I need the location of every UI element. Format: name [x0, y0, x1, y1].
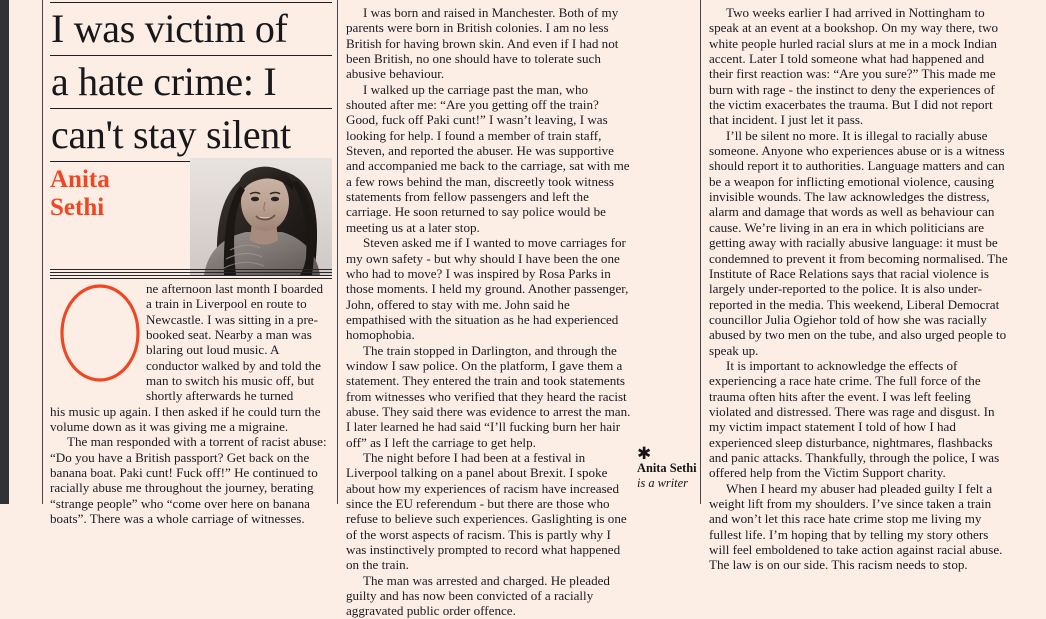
column-3 [709, 5, 1009, 573]
byline [50, 162, 332, 222]
column-1-paragraph-2: The man responded with a torrent of racist abuse: “Do you have a British passport? Get back on the banana boat. Paki cunt! Fuck off!” He continued to racially abuse me throughout the journey, berating “strange people” who “come over here on banana boats”. There was a whole carriage of witnesses. [50, 434, 327, 527]
author-footer-note [637, 446, 697, 491]
section-divider [50, 269, 332, 281]
column-2-paragraph-1: I was born and raised in Manchester. Both of my parents were born in British colonies. I am no less British for having brown skin. And even if I had not been British, no one should have to tolerate such abusive behaviour. [346, 5, 619, 82]
column-1 [50, 0, 332, 527]
dropcap-letter-o [58, 283, 142, 383]
headline-line-3: can't stay silent [51, 112, 291, 157]
headline-block [50, 0, 332, 162]
column-2-paragraph-4: The train stopped in Darlington, and through the window I saw police. On the platform, I gave them a statement. They entered the train and took statements from witnesses who verified that they heard the racist abuse. They said there was evidence to arrest the man. I later learned he had said “I’ll fucking burn her hair off” as I left the carriage to get help. [346, 342, 631, 450]
divider-rule-4 [50, 278, 332, 279]
column-2-paragraph-5: The night before I had been at a festival in Liverpool talking on a panel about Brexit. I spoke about how my experiences of racism have increased since the EU referendum - but there are those who refuse to believe such experiences. Gaslighting is one of the worst aspects of racism. This is partly why I was instinctively prompted to record what happened on the train. [346, 449, 627, 573]
divider-rule-3 [50, 275, 332, 276]
headline-line-2: a hate crime: I [51, 59, 277, 104]
column-2-paragraph-6: The man was arrested and charged. He pleaded guilty and has now been convicted of a racially aggravated public order offence. [346, 572, 610, 619]
column-3-paragraph-1: Two weeks earlier I had arrived in Nottingham to speak at an event at a bookshop. On my way there, two white people hurled racial slurs at me in a mock Indian accent. Later I told someone what had happened and their first reaction was: “Are you sure?” This made me burn with rage - the instinct to deny the experiences of the victim exacerbates the trauma. But I did not report that incident. I just let it pass. [709, 5, 999, 128]
footer-author-role: is a writer [637, 476, 688, 490]
column-1-first-paragraph-inset: ne afternoon last month I boarded a train in Liverpool en route to Newcastle. I was sitting in a pre-booked seat. Nearby a man was blaring out loud music. A conductor walked by and told the man to switch his music off, but shortly afterwards he turned [146, 281, 324, 404]
headline-line-1: I was victim of [51, 6, 288, 51]
divider-rule-2 [50, 272, 332, 273]
column-rule-2-3 [700, 0, 701, 504]
column-1-first-paragraph-rest: his music up again. I then asked if he could turn the volume down as it was giving me a migraine. [50, 403, 321, 435]
divider-rule-1 [50, 269, 332, 270]
column-2-paragraph-2: I walked up the carriage past the man, who shouted after me: “Are you getting off the train? Good, fuck off Paki cunt!” I wasn’t leaving, I was looking for help. I found a member of train staff, Steven, and reported the abuser. He was supportive and accompanied me back to the carriage, sat with me a few rows behind the man, discreetly took witness statements from fellow passengers and left the carriage. He soon returned to say police would be meeting us at a later stop. [346, 81, 630, 235]
column-1-body [50, 281, 332, 527]
dropcap-paragraph [50, 281, 332, 404]
page-left-gutter [0, 0, 9, 504]
column-3-paragraph-4: When I heard my abuser had pleaded guilty I felt a weight lift from my shoulders. I’ve since taken a train and won’t let this race hate crime stop me living my fullest life. I’m hoping that by telling my story others will feel emboldened to take action against racial abuse. The law is on our side. This racism needs to stop. [709, 480, 1003, 573]
byline-first-name: Anita [50, 166, 110, 193]
byline-last-name: Sethi [50, 194, 105, 221]
asterisk-icon: ✱ [637, 444, 652, 463]
column-rule-1-2 [337, 0, 338, 504]
column-3-paragraph-2: I’ll be silent no more. It is illegal to racially abuse someone. Anyone who experiences abuse or is a witness should report it to authorities. Language matters and can be a weapon for inflicting emotional violence, causing invisible wounds. The law acknowledges the distress, alarm and damage that words as well as behaviour can cause. We’re living in an era in which politicians are getting away with racially abusive language: it must be condemned to prevent it from becoming normalised. The Institute of Race Relations says that racial violence is largely under-reported to the police. It is also under-reported in the media. This weekend, Liberal Democrat councillor Julia Ogiehor told of how she was racially abused by two men on the tube, and also urged people to speak up. [709, 127, 1008, 358]
column-rule-left [42, 0, 43, 504]
column-2 [346, 5, 631, 619]
footer-author-name: Anita Sethi [637, 461, 697, 475]
column-3-paragraph-3: It is important to acknowledge the effects of experiencing a race hate crime. The full force of the trauma often hits after the event. I was left feeling violated and distressed. There was rage and disgust. In my victim impact statement I told of how I had experienced sleep disturbance, nightmares, flashbacks and panic attacks. Thankfully, through the police, I was offered help from the Victim Support charity. [709, 357, 1000, 481]
column-2-paragraph-3: Steven asked me if I wanted to move carriages for my own safety - but why should I have been the one who had to move? I was inspired by Rosa Parks in those moments. I held my ground. Another passenger, John, offered to stay with me. John said he empathised with the situation as he had experienced homophobia. [346, 235, 629, 343]
